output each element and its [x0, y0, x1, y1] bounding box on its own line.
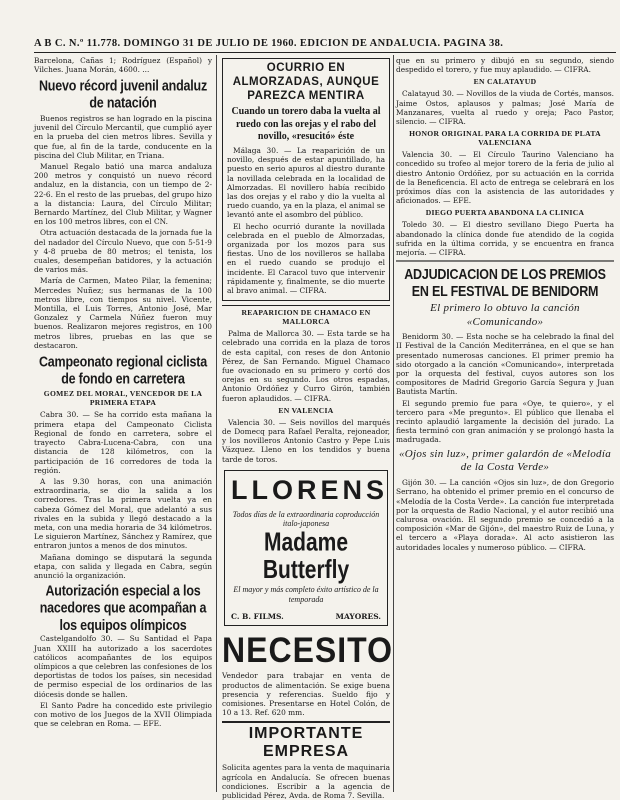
subhead-calatayud: EN CALATAYUD: [473, 77, 537, 87]
subhead-valencia-trophy: HONOR ORIGINAL PARA LA CORRIDA DE PLATA VALENCIANA: [409, 129, 601, 148]
ad-description: El mayor y más completo éxito artístico de la temporada: [233, 585, 379, 604]
paragraph: Valencia 30. — El Círculo Taurino Valenciano ha concedido su trofeo al mejor torero de la feria de julio al diestro Antonio Ordóñez, por su actuación en la corrida de la Beneficencia. El acto de entrega se celebrará en los próximos días con la asistencia de las autoridades y aficionados. — EFE.: [396, 150, 614, 206]
paragraph: María de Carmen, Mateo Pilar, la femenina; Mercedes Nuñez; sus hermanas de la 100 metros libre, con tiempos su nivel. Vicente, Montilla, el Luis Torres, Antonio José, Mar Gonzalez y Carmela Núñez fueron muy buenos. Realizaron mejores registros, en 100 metros libres, pruebas en las que se destacaron.: [34, 276, 212, 350]
headline-chamaco: REAPARICION DE CHAMACO EN MALLORCA: [222, 305, 390, 326]
classified-headline: IMPORTANTE EMPRESA: [222, 721, 390, 761]
paragraph: Palma de Mallorca 30. — Esta tarde se ha celebrado una corrida en la plaza de toros de esta capital, con reses de don Antonio Pérez, de San Fernando. Miguel Chamaco fue ovacionado en su primero y cortó dos orejas en su segundo. Los otros espadas, Antonio Ordóñez y Curro Girón, también fueron aplaudidos. — CIFRA.: [222, 329, 390, 403]
paragraph: Castelgandolfo 30. — Su Santidad el Papa Juan XXIII ha autorizado a los sacerdotes católicos acompañantes de los equipos olímpicos a que celebren las confesiones de los deportistas de todos los países, sin necesidad de permiso especial de los ordinarios de las diócesis donde se hallen.: [34, 634, 212, 699]
box-headline: OCURRIO EN ALMORZADAS, AUNQUE PAREZCA MENTIRA: [232, 62, 380, 102]
headline-olympics: Autorización especial a los nacedores que acompañan a los equipos olímpicos: [39, 582, 207, 633]
column-3: [396, 56, 614, 792]
ad-line: Todos días de la extraordinaria coproducción italo-japonesa: [232, 509, 380, 529]
intro-text: Barcelona, Cañas 1; Rodríguez (Español) y Vilches. Juana Morán, 4600. ...: [34, 56, 212, 75]
running-head: A B C. N.º 11.778. DOMINGO 31 DE JULIO DE 1960. EDICION DE ANDALUCIA. PAGINA 38.: [34, 38, 504, 49]
classified-text: Vendedor para trabajar en venta de productos de alimentación. Se exige buena presencia y referencias. Sueldo fijo y comisiones. Presentarse en Hotel Colón, de 10 a 13. Ref. 620 mm.: [222, 671, 390, 718]
rating: MAYORES.: [335, 612, 381, 622]
column-1: [34, 56, 212, 792]
kicker-cycling: GOMEZ DEL MORAL, VENCEDOR DE LA PRIMERA ETAPA: [43, 389, 203, 408]
column-divider: [393, 55, 394, 792]
headline-swimming: Nuevo récord juvenil andaluz de natación: [38, 78, 208, 112]
paragraph: que en su primero y dibujó en su segundo, siendo despedido el torero, y fue muy aplaudido. — CIFRA.: [396, 56, 614, 75]
paragraph: Gijón 30. — La canción «Ojos sin luz», de don Gregorio Serrano, ha obtenido el primer premio en el concurso de «Melodía de la Costa Verde». La canción fue interpretada por la orquesta de Radio Nacional, y el autor recibió una calurosa ovación. El segundo premio se concedió a la composición «Mar de Gijón», del maestro Ruiz de Luna, y el tercero a «Playa dorada». Al acto asistieron las autoridades locales y numeroso público. — CIFRA.: [396, 478, 614, 552]
headline-benidorm: ADJUDICACION DE LOS PREMIOS EN EL FESTIVAL DE BENIDORM: [396, 261, 614, 301]
subheadline-benidorm: El primero lo obtuvo la canción «Comunicando»: [430, 301, 580, 328]
subhead-valencia: EN VALENCIA: [278, 405, 334, 415]
subhead-clinic: DIEGO PUERTA ABANDONA LA CLINICA: [425, 208, 585, 218]
paragraph: El Santo Padre ha concedido este privilegio con motivo de los Juegos de la XVII Olimpiada que se celebran en Roma. — EFE.: [34, 700, 212, 729]
cinema-name: LLORENS: [231, 474, 389, 505]
classified-text: Solicita agentes para la venta de maquinaria agrícola en Andalucía. Se ofrecen buenas condiciones. Escribir a la agencia de publicidad Pérez, Avda. de Roma 7. Sevilla.: [222, 763, 390, 800]
headline-gijon: «Ojos sin luz», primer galardón de «Melodía de la Costa Verde»: [398, 447, 612, 474]
paragraph: El hecho ocurrió durante la novillada celebrada en el pueblo de Almorzadas, organizada por los mozos para sus fiestas. Uno de los novilleros se hallaba en el ruedo cuando se produjo el incidente. El Caracol tuvo que intervenir rápidamente y, finalmente, se dio muerte al bravo animal. — CIFRA.: [227, 221, 385, 295]
paragraph: Málaga 30. — La reaparición de un novillo, después de estar apuntillado, ha puesto en serio apuros al diestro durante la novillada celebrada en la localidad de Almorzadas. El novillero había recibido las dos orejas y el rabo y dio la vuelta al ruedo cuando, ya en la plaza, el animal se levantó ante el asombro del público.: [227, 145, 385, 220]
column-divider: [216, 55, 217, 792]
column-2: [222, 56, 393, 800]
cinema-advertisement: [224, 470, 388, 626]
distributor: C. B. FILMS.: [231, 612, 284, 622]
paragraph: A las 9.30 horas, con una animación extraordinaria, se dio la salida a los corredores. Tras la primera vuelta ya en cabeza Gómez del Moral, que adelantó a sus rivales en la subida y llegó destacado a la meta, con una media horaria de 34 kilómetros. Le siguieron Martínez, Sánchez y Ramírez, que entraron juntos a menos de dos minutos.: [34, 476, 212, 551]
film-title: Madame Butterfly: [262, 528, 350, 585]
paragraph: Buenos registros se han logrado en la piscina juvenil del Círculo Mercantil, que cumplió ayer en la prueba del cien metros libres. Sevilla y que fue, al fin de la tarde, conducente en la piscina del Club Militar, en Triana.: [34, 113, 212, 160]
paragraph: Toledo 30. — El diestro sevillano Diego Puerta ha abandonado la clínica donde fue atendido de la cogida sufrida en la última corrida, y se encuentra en franca mejoría. — CIFRA.: [396, 220, 614, 258]
boxed-article: [222, 58, 390, 301]
classified-headline: NECESITO: [222, 630, 393, 671]
paragraph: Benidorm 30. — Esta noche se ha celebrado la final del II Festival de la Canción Mediterránea, en el que se han presentado numerosas canciones. El primer premio ha sido otorgado a la canción «Comunicando», interpretada por la orquesta del festival, cuyos autores son los compositores de Madrid Gregorio García Segura y Juan Bautista Martín.: [396, 332, 614, 397]
box-subheadline: Cuando un torero daba la vuelta al ruedo con las orejas y el rabo del novillo, «resucitó» éste: [231, 106, 381, 142]
paragraph: Cabra 30. — Se ha corrido esta mañana la primera etapa del Campeonato Ciclista Regional de fondo en carretera, sobre el trayecto Cabra-Lucena-Cabra, con una distancia de 128 kilómetros, con la participación de 16 corredores de toda la región.: [34, 410, 212, 475]
headline-cycling: Campeonato regional ciclista de fondo en carretera: [38, 353, 208, 387]
paragraph: Valencia 30. — Seis novillos del marqués de Domecq para Rafael Peralta, rejoneador, y los novilleros Antonio Castro y Pepe Luis Vázquez. Lleno en los tendidos y buena tarde de toros.: [222, 417, 390, 464]
paragraph: Calatayud 30. — Novillos de la viuda de Cortés, mansos. Jaime Ostos, aplausos y palmas; José María de Manzanares, vuelta al ruedo y oreja; Paco Pastor, silencio. — CIFRA.: [396, 89, 614, 127]
header-rule: [34, 52, 616, 53]
paragraph: Mañana domingo se disputará la segunda etapa, con salida y llegada en Cabra, según anunció la organización.: [34, 552, 212, 580]
paragraph: El segundo premio fue para «Oye, te quiero», y el tercero para «Me pregunto». El público que llenaba el recinto aplaudió largamente la decisión del jurado. La fiesta terminó con gran animación y se prolongó hasta la madrugada.: [396, 398, 614, 445]
paragraph: Otra actuación destacada de la jornada fue la del nadador del Círculo Nuevo, que con 5-51-9 y 4-8 prueba de 80 metros; el tenista, los cuales, desempeñan batidores, y la actuación de varios más.: [34, 228, 212, 275]
paragraph: Manuel Regalo batió una marca andaluza 200 metros y conquistó un nuevo récord andaluz, en la distancia, con un tiempo de 2-22-6. En el resto de las pruebas, del grupo hizo a la distancia: Laura, del Círculo Militar; Bernardo Martínez, del Club Militar, y Wagner en los 100 metros libres, con el CN.: [34, 161, 212, 227]
